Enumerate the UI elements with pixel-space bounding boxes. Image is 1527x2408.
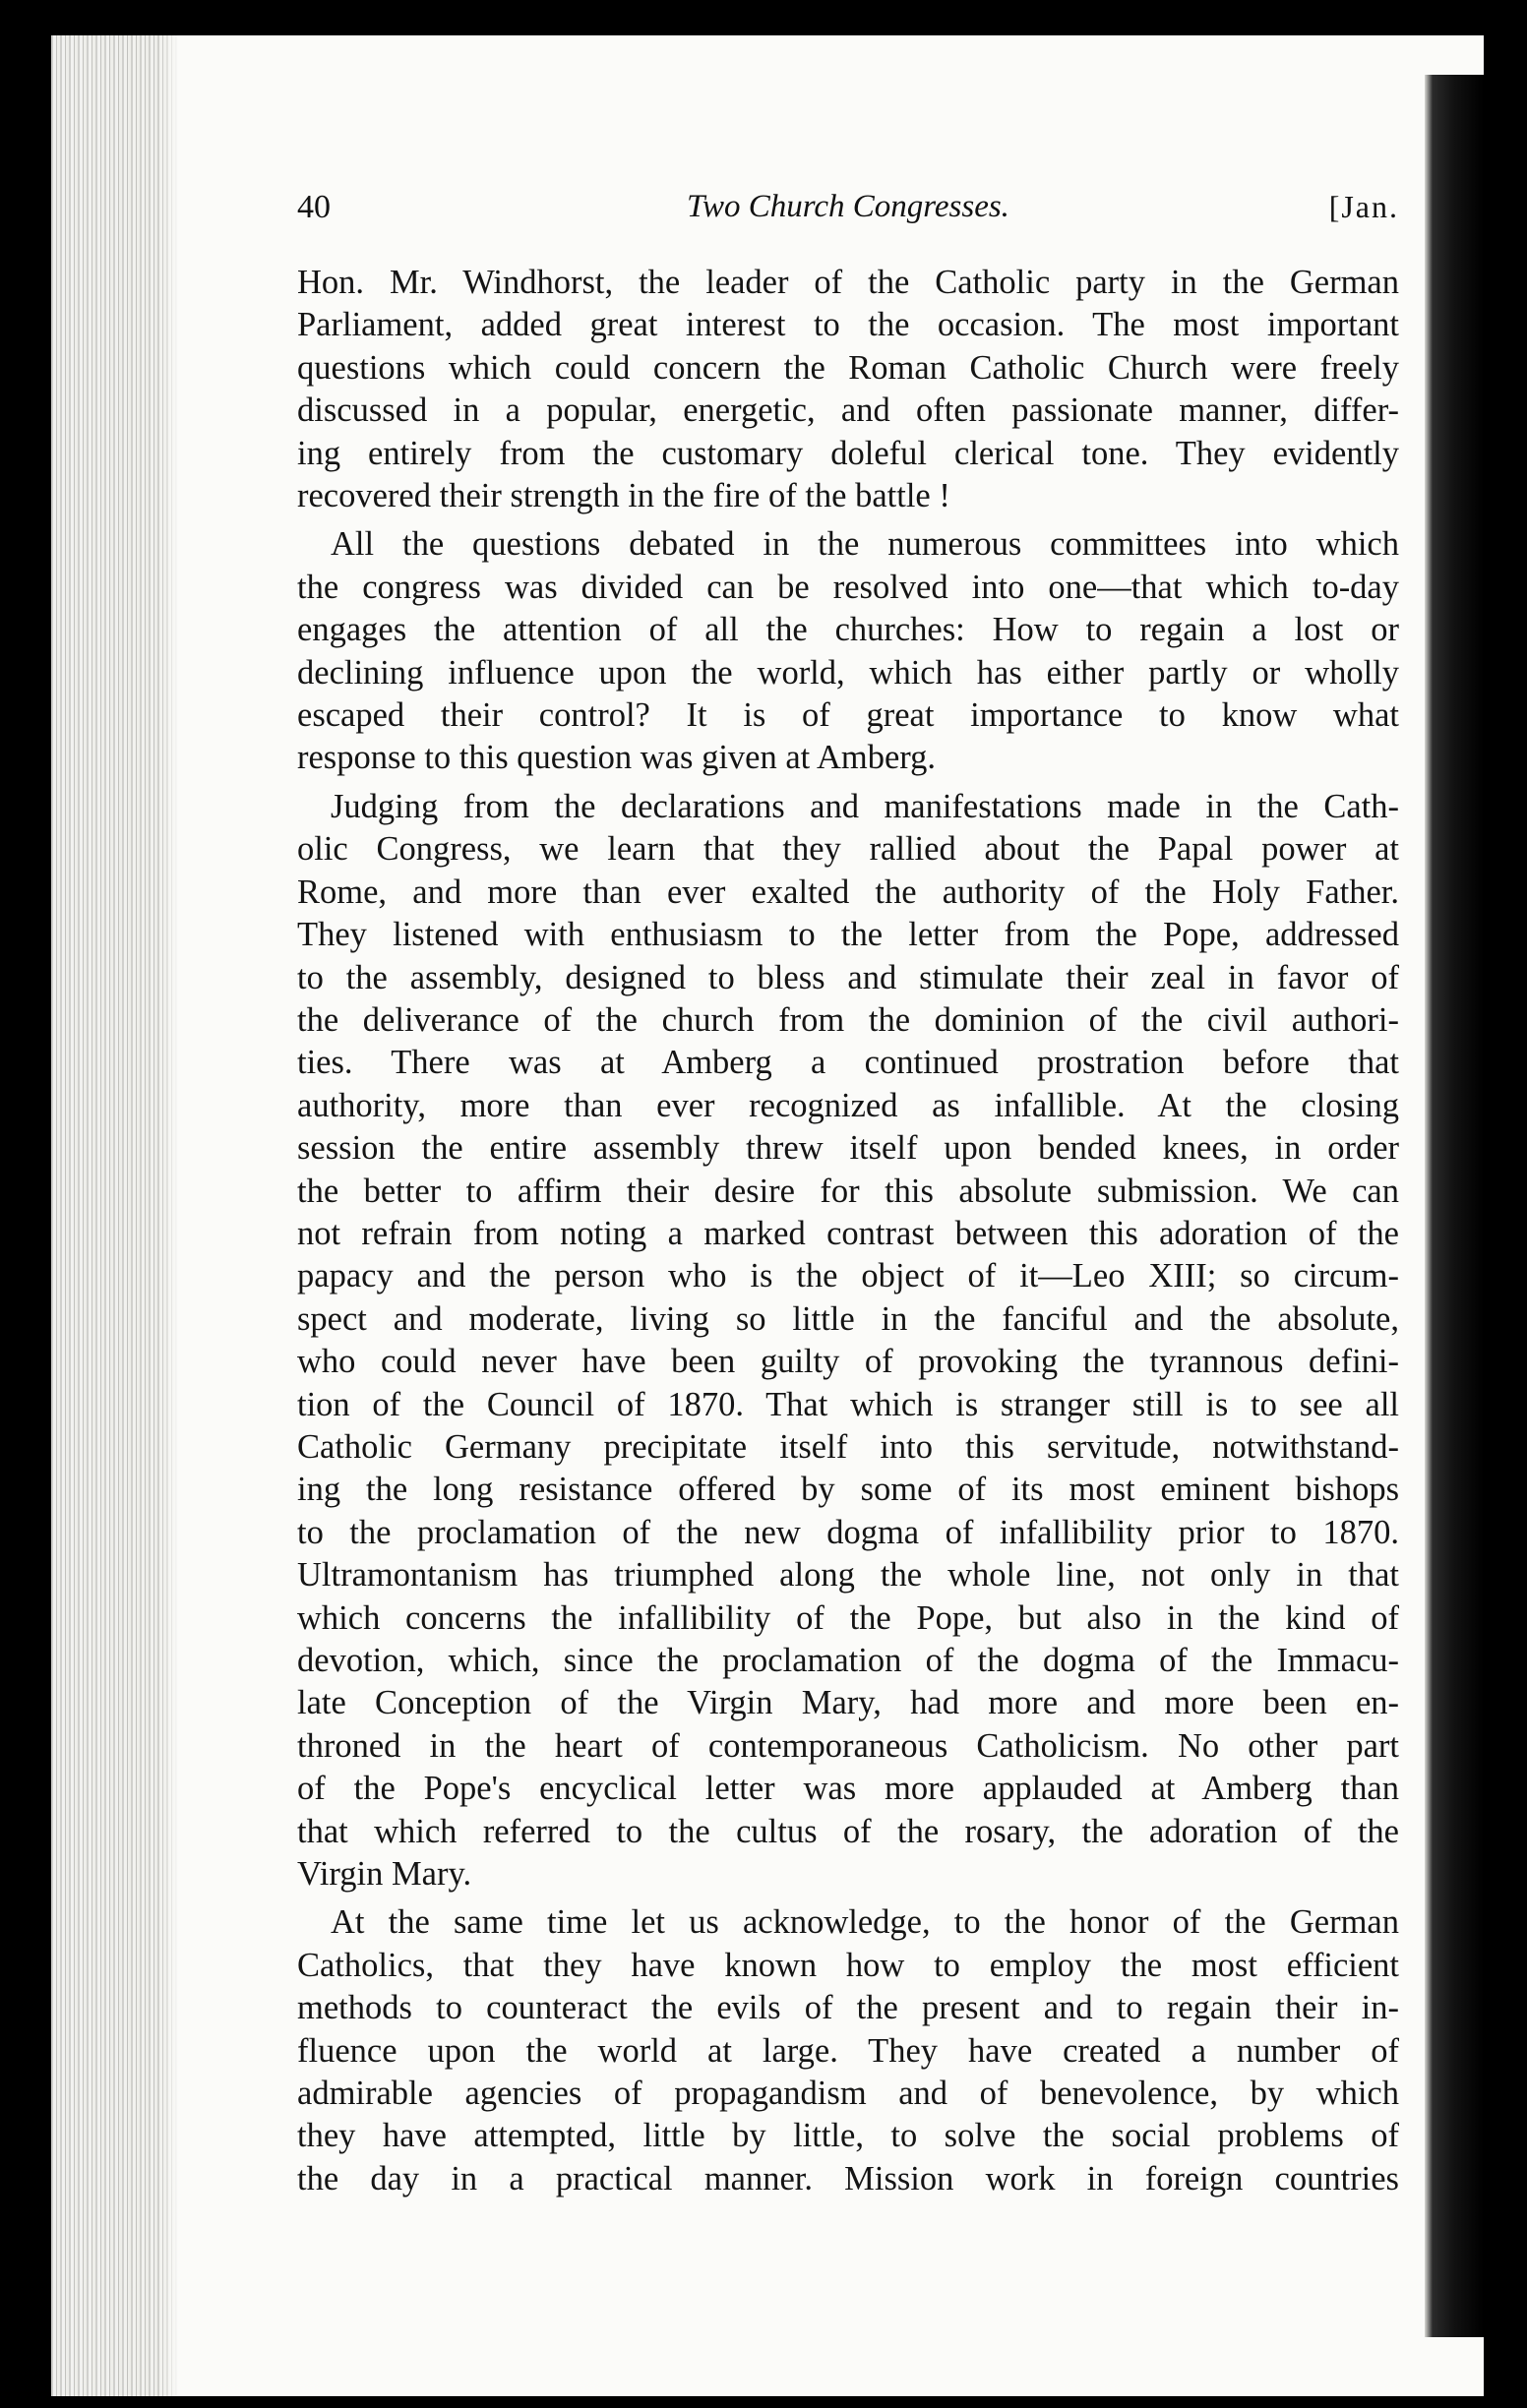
running-header [297,189,1399,248]
text-line: ties. There was at Amberg a continued prostration before that [297,1044,1399,1082]
text-line: Virgin Mary. [297,1855,472,1894]
text-line: the deliverance of the church from the dominion of the civil authori- [297,1000,1399,1039]
text-line: throned in the heart of contemporaneous Catholicism. No other part [297,1726,1399,1765]
text-line: methods to counteract the evils of the present and to regain their in- [297,1989,1399,2027]
text-line: spect and moderate, living so little in the fanciful and the absolute, [297,1299,1399,1338]
text-line: recovered their strength in the fire of the battle ! [297,477,950,515]
page-edges [51,35,179,2396]
text-line: not refrain from noting a marked contrast between this adoration of the [297,1214,1399,1252]
running-month: [Jan. [1328,189,1399,224]
text-line: papacy and the person who is the object of it—Leo XIII; so circum- [297,1257,1399,1295]
text-line: the better to affirm their desire for this absolute submission. We can [297,1172,1399,1210]
text-line: that which referred to the cultus of the rosary, the adoration of the [297,1812,1399,1850]
text-line: At the same time let us acknowledge, to the honor of the German [331,1903,1399,1942]
text-line: the day in a practical manner. Mission work in foreign countries [297,2159,1399,2197]
text-line: escaped their control? It is of great importance to know what [297,696,1399,735]
running-title: Two Church Congresses. [687,189,1009,224]
text-line: Rome, and more than ever exalted the authority of the Holy Father. [297,873,1399,911]
text-line: engages the attention of all the churches: How to regain a lost or [297,611,1399,649]
text-line: response to this question was given at Amberg. [297,739,937,777]
paragraph [297,523,1399,779]
binding-shadow [1425,75,1484,2337]
text-line: to the proclamation of the new dogma of infallibility prior to 1870. [297,1513,1399,1551]
body-text [297,262,1399,2200]
text-line: olic Congress, we learn that they rallied about the Papal power at [297,830,1399,869]
paragraph [297,262,1399,517]
text-line: which concerns the infallibility of the Pope, but also in the kind of [297,1598,1399,1637]
text-line: authority, more than ever recognized as infallible. At the closing [297,1086,1399,1124]
text-line: who could never have been guilty of provoking the tyrannous defini- [297,1343,1399,1381]
text-line: discussed in a popular, energetic, and often passionate manner, differ- [297,391,1399,430]
text-line: late Conception of the Virgin Mary, had more and more been en- [297,1684,1399,1722]
text-line: Parliament, added great interest to the occasion. The most important [297,306,1399,344]
text-line: tion of the Council of 1870. That which is stranger still is to see all [297,1385,1399,1423]
text-line: ing the long resistance offered by some of its most eminent bishops [297,1471,1399,1509]
text-line: admirable agencies of propagandism and of benevolence, by which [297,2075,1399,2113]
page-number: 40 [297,189,331,225]
paragraph [297,1901,1399,2200]
text-line: the congress was divided can be resolved into one—that which to-day [297,568,1399,606]
text-line: Judging from the declarations and manifestations made in the Cath- [331,787,1399,825]
text-line: fluence upon the world at large. They have created a number of [297,2031,1399,2070]
text-line: Catholic Germany precipitate itself into this servitude, notwithstand- [297,1427,1399,1466]
paragraph [297,786,1399,1896]
text-line: of the Pope's encyclical letter was more applauded at Amberg than [297,1770,1399,1808]
text-line: They listened with enthusiasm to the letter from the Pope, addressed [297,916,1399,954]
text-line: Hon. Mr. Windhorst, the leader of the Catholic party in the German [297,264,1399,301]
text-line: Catholics, that they have known how to employ the most efficient [297,1946,1399,1984]
text-line: to the assembly, designed to bless and stimulate their zeal in favor of [297,958,1399,996]
text-line: session the entire assembly threw itself upon bended knees, in order [297,1129,1399,1168]
text-line: they have attempted, little by little, to solve the social problems of [297,2117,1399,2155]
text-line: Ultramontanism has triumphed along the whole line, not only in that [297,1556,1399,1595]
text-line: declining influence upon the world, which has either partly or wholly [297,653,1399,692]
text-line: All the questions debated in the numerous committees into which [331,525,1399,564]
text-line: devotion, which, since the proclamation of the dogma of the Immacu- [297,1642,1399,1679]
text-line: questions which could concern the Roman Catholic Church were freely [297,348,1399,387]
text-line: ing entirely from the customary doleful clerical tone. They evidently [297,434,1399,472]
